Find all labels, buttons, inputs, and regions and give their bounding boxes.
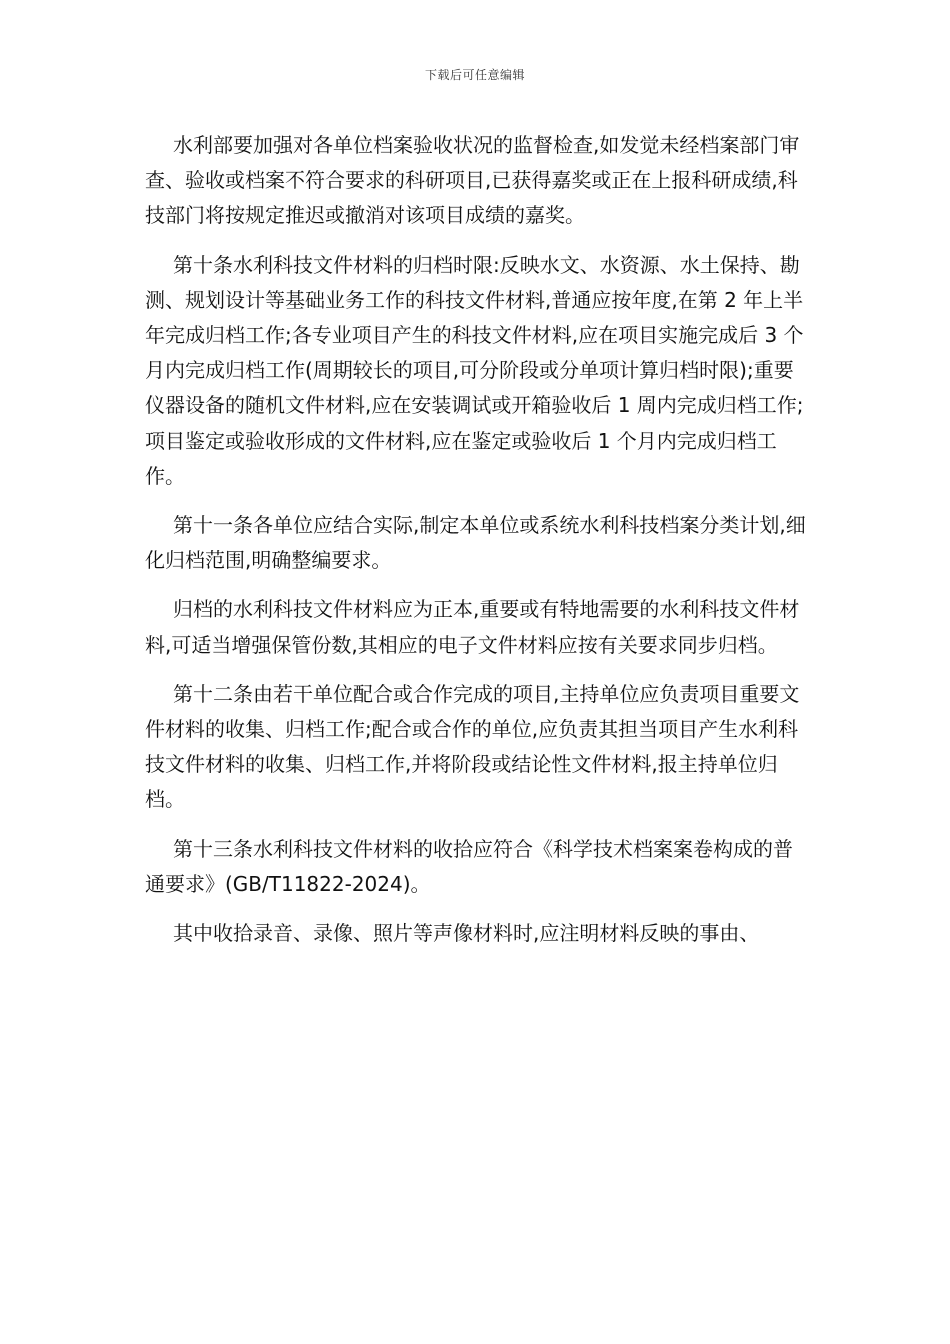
header-note: 下载后可任意编辑 xyxy=(424,68,525,82)
paragraph-acceptance-supervision: 水利部要加强对各单位档案验收状况的监督检查,如发觉未经档案部门审查、验收或档案不符合要求的科研项目,已获得嘉奖或正在上报科研成绩,科技部门将按规定推迟或撤消对该项目成绩的嘉奖。 xyxy=(145,133,800,228)
paragraph-article-12: 第十二条由若干单位配合或合作完成的项目,主持单位应负责项目重要文件材料的收集、归档工作;配合或合作的单位,应负责其担当项目产生水利科技文件材料的收集、归档工作,并将阶段或结论性文件材料,报主持单位归档。 xyxy=(145,681,800,812)
document-body xyxy=(145,128,809,951)
paragraph-article-11: 第十一条各单位应结合实际,制定本单位或系统水利科技档案分类计划,细化归档范围,明确整编要求。 xyxy=(145,513,806,573)
paragraph-article-10: 第十条水利科技文件材料的归档时限:反映水文、水资源、水土保持、勘测、规划设计等基础业务工作的科技文件材料,普通应按年度,在第 2 年上半年完成归档工作;各专业项目产生的科技文件材料,应在项目实施完成后 3 个月内完成归档工作(周期较长的项目,可分阶段或分单项计算归档时限);重要仪器设备的随机文件材料,应在安装调试或开箱验收后 1 周内完成归档工作;项目鉴定或验收形成的文件材料,应在鉴定或验收后 1 个月内完成归档工作。 xyxy=(145,252,804,488)
paragraph-audio-visual: 其中收拾录音、录像、照片等声像材料时,应注明材料反映的事由、 xyxy=(173,921,760,946)
paragraph-article-13: 第十三条水利科技文件材料的收拾应符合《科学技术档案案卷构成的普通要求》(GB/T11822-2024)。 xyxy=(145,836,793,896)
paragraph-original-copies: 归档的水利科技文件材料应为正本,重要或有特地需要的水利科技文件材料,可适当增强保管份数,其相应的电子文件材料应按有关要求同步归档。 xyxy=(145,597,800,657)
